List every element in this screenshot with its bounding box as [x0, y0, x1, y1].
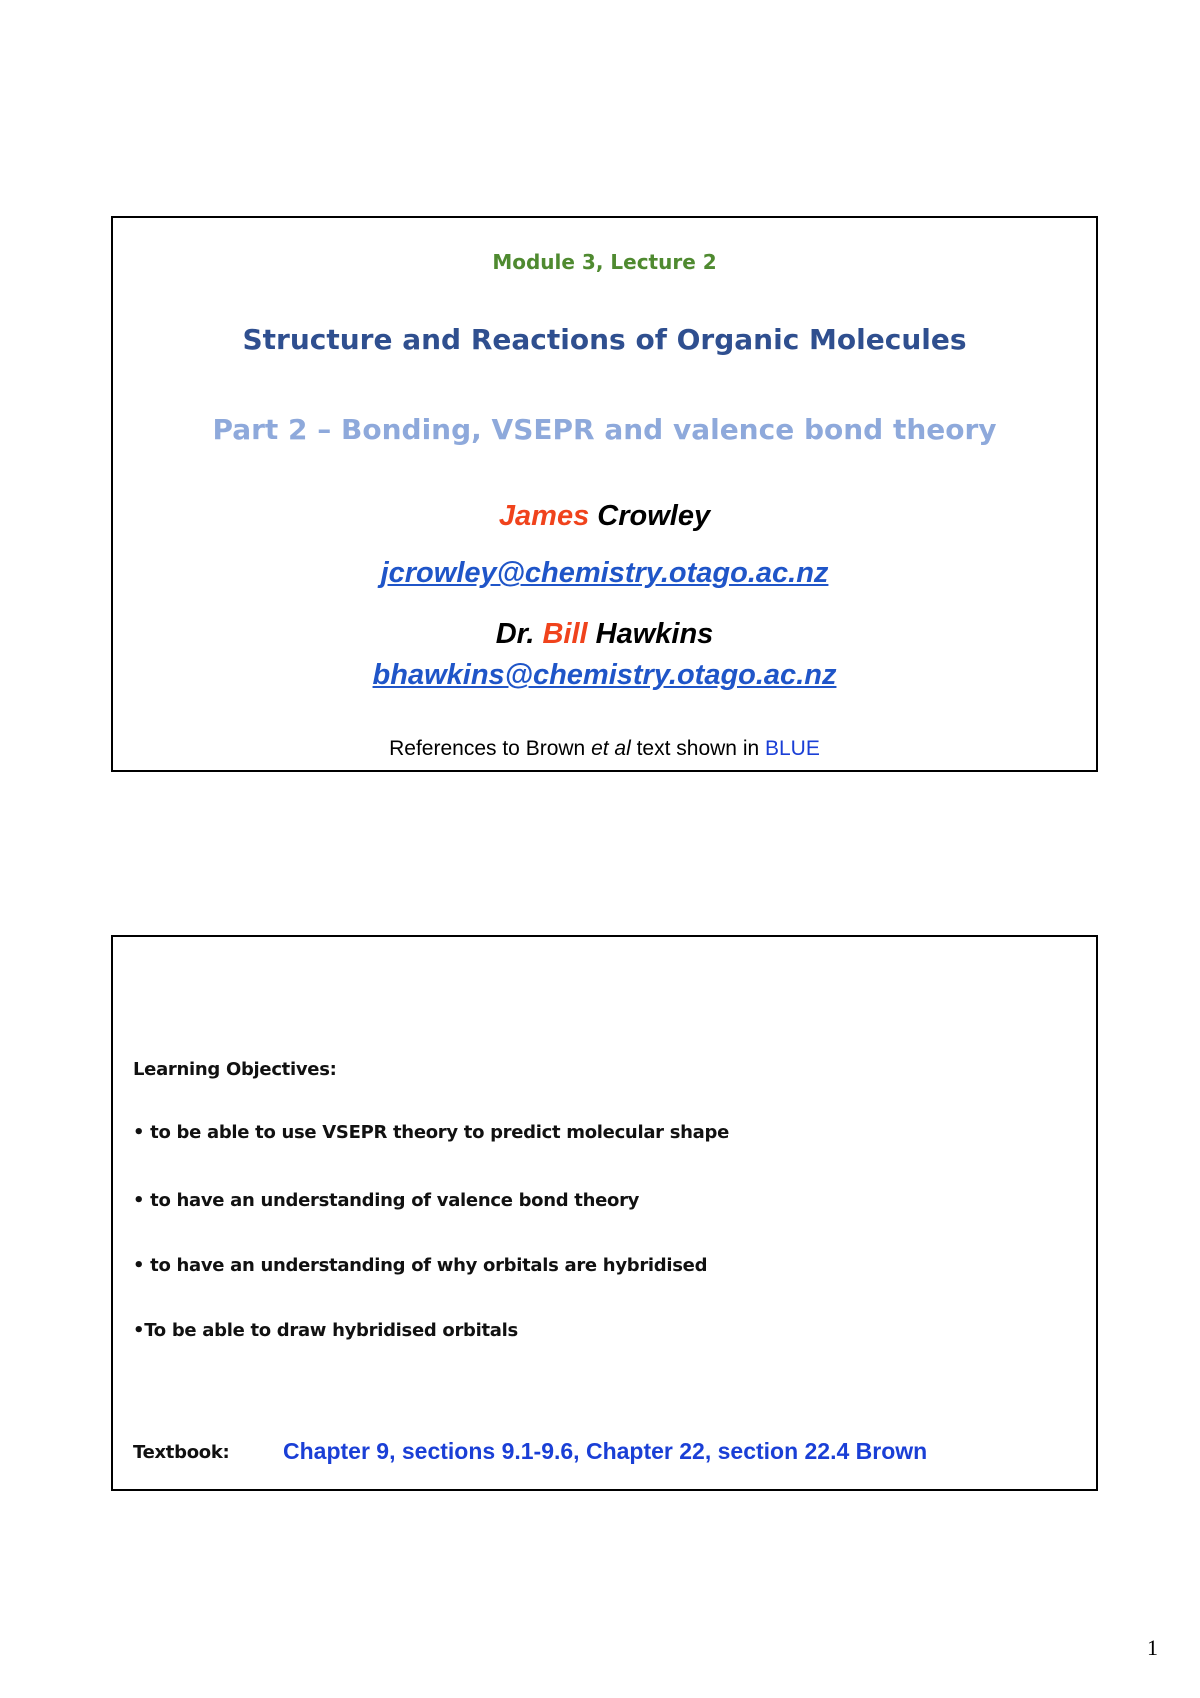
references-et-al: et al: [591, 737, 631, 760]
author-2-first-name: Bill: [542, 618, 588, 650]
textbook-reference: Chapter 9, sections 9.1-9.6, Chapter 22, section 22.4 Brown: [283, 1438, 928, 1464]
lecture-subtitle: Part 2 – Bonding, VSEPR and valence bond theory: [212, 413, 997, 446]
objective-item: • to have an understanding of why orbitals are hybridised: [133, 1255, 708, 1276]
references-text-before: References to Brown: [389, 737, 592, 760]
author-james-crowley: [113, 500, 1096, 533]
title-slide: [111, 216, 1098, 772]
lecture-title: Structure and Reactions of Organic Molecules: [242, 323, 967, 356]
objective-item: • to have an understanding of valence bond theory: [133, 1190, 640, 1211]
author-1-first-name: James: [498, 500, 590, 532]
references-note: [113, 737, 1096, 761]
objectives-slide: [111, 935, 1098, 1491]
author-2-prefix: Dr.: [495, 618, 543, 650]
email-link-bhawkins[interactable]: bhawkins@chemistry.otago.ac.nz: [372, 659, 837, 691]
email-link-jcrowley[interactable]: jcrowley@chemistry.otago.ac.nz: [380, 557, 829, 589]
learning-objectives-heading: Learning Objectives:: [133, 1059, 337, 1080]
objective-item: •To be able to draw hybridised orbitals: [133, 1320, 518, 1341]
objective-item: • to be able to use VSEPR theory to predict molecular shape: [133, 1122, 729, 1143]
references-blue-word: BLUE: [765, 737, 820, 760]
page-number: 1: [1147, 1635, 1158, 1660]
author-bill-hawkins: [113, 618, 1096, 651]
references-text-after: text shown in: [630, 737, 765, 760]
author-1-last-name: Crowley: [589, 500, 711, 532]
textbook-label: Textbook:: [133, 1442, 230, 1463]
module-label: Module 3, Lecture 2: [492, 250, 717, 274]
author-2-last-name: Hawkins: [587, 618, 714, 650]
